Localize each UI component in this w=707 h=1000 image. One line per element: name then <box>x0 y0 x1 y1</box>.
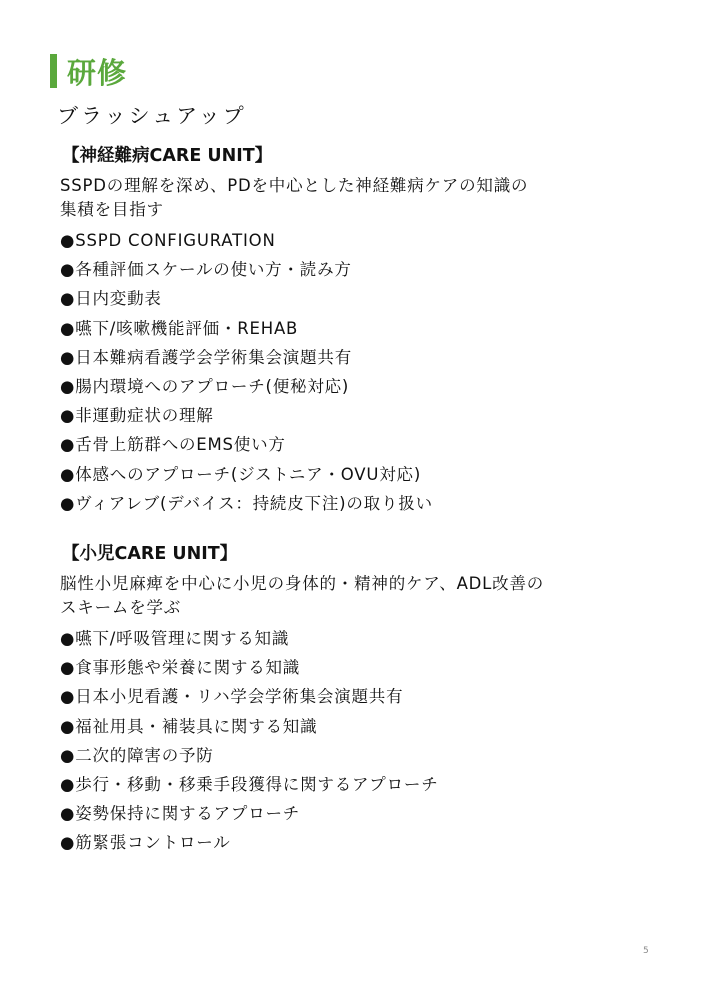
description-line: SSPDの理解を深め、PDを中心とした神経難病ケアの知識の <box>60 176 529 195</box>
list-item: ●日本難病看護学会学術集会演題共有 <box>60 347 352 367</box>
list-item: ●食事形態や栄養に関する知識 <box>60 658 301 678</box>
section-pediatric-care-unit <box>60 538 660 858</box>
list-item: ●非運動症状の理解 <box>60 406 214 426</box>
heading-accent-bar <box>50 54 57 88</box>
section-neuro-care-unit <box>60 140 660 518</box>
list-item: ●ヴィアレブ(デバイス：持続皮下注)の取り扱い <box>60 493 433 513</box>
list-item: ●嚥下/呼吸管理に関する知識 <box>60 629 290 648</box>
list-item: ●腸内環境へのアプローチ(便秘対応) <box>60 376 350 396</box>
description-line: 集積を目指す <box>60 200 164 219</box>
page-title: 研修 <box>67 55 128 90</box>
list-item: ●体感へのアプローチ(ジストニア・OVU対応) <box>60 464 422 484</box>
section-description <box>60 572 660 620</box>
list-item: ●福祉用具・補装具に関する知識 <box>60 716 318 736</box>
page-number: 5 <box>643 946 649 956</box>
page-subtitle: ブラッシュアップ <box>57 104 247 128</box>
page-heading <box>50 52 127 90</box>
description-line: 脳性小児麻痺を中心に小児の身体的・精神的ケア、ADL改善の <box>60 574 545 593</box>
list-item: ●筋緊張コントロール <box>60 833 231 853</box>
topic-list <box>60 624 660 858</box>
section-title: 【神経難病CARE UNIT】 <box>62 146 273 166</box>
list-item: ●姿勢保持に関するアプローチ <box>60 804 301 824</box>
list-item: ●SSPD CONFIGURATION <box>60 231 276 250</box>
list-item: ●嚥下/咳嗽機能評価・REHAB <box>60 318 299 338</box>
section-title: 【小児CARE UNIT】 <box>62 544 238 564</box>
list-item: ●日内変動表 <box>60 289 162 309</box>
list-item: ●二次的障害の予防 <box>60 745 214 765</box>
list-item: ●日本小児看護・リハ学会学術集会演題共有 <box>60 687 404 707</box>
description-line: スキームを学ぶ <box>60 598 182 617</box>
section-description <box>60 174 660 222</box>
topic-list <box>60 226 660 518</box>
list-item: ●舌骨上筋群へのEMS使い方 <box>60 435 286 455</box>
list-item: ●歩行・移動・移乗手段獲得に関するアプローチ <box>60 774 439 794</box>
list-item: ●各種評価スケールの使い方・読み方 <box>60 260 352 280</box>
